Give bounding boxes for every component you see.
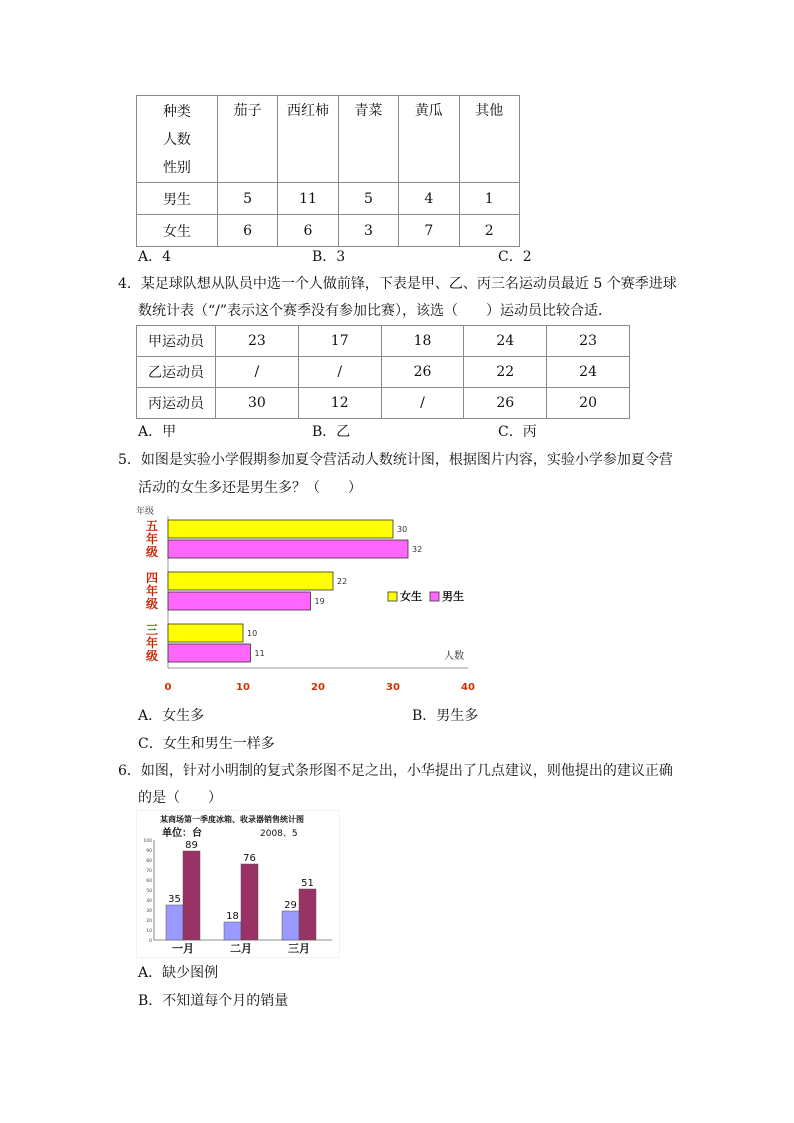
x-tick-label: 10: [236, 682, 250, 693]
table-row: [137, 215, 520, 247]
bar: [168, 520, 393, 538]
cell: 12: [298, 388, 381, 419]
legend-label: 女生: [400, 590, 422, 603]
bar: [183, 851, 200, 940]
y-tick-label: 0: [149, 939, 152, 944]
legend-label: 男生: [442, 590, 464, 603]
cell: /: [381, 388, 464, 419]
y-tick-label: 80: [146, 859, 152, 864]
q3-option-a[interactable]: A．4: [138, 249, 172, 265]
bar: [299, 889, 316, 940]
cell: 18: [381, 326, 464, 357]
q3-option-c[interactable]: C．2: [498, 249, 532, 265]
y-tick-label: 40: [146, 899, 152, 904]
summer-camp-bar-chart: [136, 500, 482, 700]
unit-label: 单位：台: [162, 828, 202, 839]
cell: 24: [547, 357, 630, 388]
row-label: 女生: [137, 215, 218, 247]
x-tick-label: 一月: [172, 942, 194, 955]
x-tick-label: 三月: [288, 942, 310, 955]
data-label: 32: [412, 545, 423, 554]
legend-swatch: [430, 592, 439, 601]
category-label: 级: [145, 597, 159, 611]
cell: 1: [459, 183, 519, 215]
x-tick-label: 二月: [230, 942, 252, 955]
cell: 26: [464, 388, 547, 419]
vegetable-preference-table: [136, 95, 520, 247]
table-row: [137, 326, 630, 357]
cell: 7: [399, 215, 459, 247]
category-label: 年: [145, 636, 159, 650]
header-kind: 种类: [162, 104, 191, 120]
date-label: 2008、5: [260, 829, 298, 839]
bar: [224, 922, 241, 940]
cell: /: [298, 357, 381, 388]
q6-option-a[interactable]: A．缺少图例: [138, 965, 219, 981]
data-label: 10: [247, 629, 258, 638]
cell: 30: [216, 388, 299, 419]
cell: 5: [338, 183, 398, 215]
q4-option-b[interactable]: B．乙: [312, 424, 351, 440]
cell: /: [216, 357, 299, 388]
cell: 2: [459, 215, 519, 247]
category-label: 级: [145, 649, 159, 663]
category-label: 三: [145, 623, 159, 637]
q6-text-line2: 的是（ ）: [138, 790, 222, 806]
cell: 26: [381, 357, 464, 388]
cell: 17: [298, 326, 381, 357]
x-tick-label: 30: [386, 682, 400, 693]
header-gender: 性别: [162, 160, 191, 176]
data-label: 30: [397, 525, 408, 534]
x-axis-label: 人数: [444, 651, 464, 662]
chart-title: 某商场第一季度冰箱、收录器销售统计图: [160, 815, 304, 824]
cell: 20: [547, 388, 630, 419]
sales-bar-chart: [136, 810, 340, 958]
bar: [282, 911, 299, 940]
diagonal-header-cell: [137, 96, 218, 183]
q3-option-b[interactable]: B．3: [312, 249, 346, 265]
y-tick-label: 30: [146, 909, 152, 914]
y-tick-label: 50: [146, 889, 152, 894]
q5-option-c[interactable]: C．女生和男生一样多: [138, 736, 275, 752]
y-tick-label: 90: [146, 849, 152, 854]
bar: [168, 624, 243, 642]
x-tick-label: 20: [311, 682, 325, 693]
x-tick-label: 0: [164, 682, 172, 693]
q4-option-c[interactable]: C．丙: [498, 424, 537, 440]
cell: 4: [399, 183, 459, 215]
cell: 3: [338, 215, 398, 247]
q4-text-line2: 数统计表（“/”表示这个赛季没有参加比赛），该选（ ）运动员比较合适．: [138, 303, 613, 319]
bar: [168, 540, 408, 558]
q5-option-b[interactable]: B．男生多: [412, 708, 479, 724]
q5-text-line2: 活动的女生多还是男生多？（ ）: [138, 480, 362, 496]
col-header: 茄子: [217, 96, 277, 183]
y-tick-label: 60: [146, 879, 152, 884]
cell: 22: [464, 357, 547, 388]
col-header: 西红柿: [278, 96, 338, 183]
data-label: 19: [314, 597, 325, 606]
y-tick-label: 70: [146, 869, 152, 874]
q5-text-line1: 5．如图是实验小学假期参加夏令营活动人数统计图，根据图片内容，实验小学参加夏令营: [118, 452, 673, 468]
y-tick-label: 10: [146, 929, 152, 934]
bar: [241, 864, 258, 940]
category-label: 五: [145, 519, 159, 533]
data-label: 89: [185, 840, 198, 851]
data-label: 51: [301, 878, 314, 889]
col-header: 黄瓜: [399, 96, 459, 183]
data-label: 11: [254, 649, 265, 658]
cell: 23: [216, 326, 299, 357]
bar: [168, 644, 251, 662]
q4-text-line1: 4．某足球队想从队员中选一个人做前锋，下表是甲、乙、丙三名运动员最近 5 个赛季进球: [118, 276, 677, 292]
table-row: [137, 357, 630, 388]
y-tick-label: 100: [143, 839, 152, 844]
row-label: 甲运动员: [137, 326, 216, 357]
y-axis-label: 年级: [136, 507, 155, 517]
legend-swatch: [388, 592, 397, 601]
q6-option-b[interactable]: B．不知道每个月的销量: [138, 993, 289, 1009]
y-tick-label: 20: [146, 919, 152, 924]
cell: 23: [547, 326, 630, 357]
category-label: 四: [145, 571, 159, 585]
row-label: 乙运动员: [137, 357, 216, 388]
data-label: 18: [226, 911, 239, 922]
q5-option-a[interactable]: A．女生多: [138, 708, 205, 724]
row-label: 男生: [137, 183, 218, 215]
data-label: 29: [284, 900, 297, 911]
q6-text-line1: 6．如图，针对小明制的复式条形图不足之出，小华提出了几点建议，则他提出的建议正确: [118, 763, 673, 779]
bar: [168, 592, 311, 610]
cell: 6: [217, 215, 277, 247]
data-label: 35: [168, 894, 181, 905]
col-header: 其他: [459, 96, 519, 183]
row-label: 丙运动员: [137, 388, 216, 419]
x-tick-label: 40: [461, 682, 475, 693]
category-label: 年: [145, 532, 159, 546]
table-row: [137, 183, 520, 215]
category-label: 年: [145, 584, 159, 598]
bar: [168, 572, 333, 590]
category-label: 级: [145, 545, 159, 559]
player-goals-table: [136, 325, 630, 419]
cell: 5: [217, 183, 277, 215]
data-label: 76: [243, 853, 256, 864]
data-label: 22: [337, 577, 348, 586]
cell: 24: [464, 326, 547, 357]
bar: [166, 905, 183, 940]
col-header: 青菜: [338, 96, 398, 183]
header-count: 人数: [162, 132, 191, 148]
cell: 6: [278, 215, 338, 247]
cell: 11: [278, 183, 338, 215]
q4-option-a[interactable]: A．甲: [138, 424, 177, 440]
table-row: [137, 388, 630, 419]
